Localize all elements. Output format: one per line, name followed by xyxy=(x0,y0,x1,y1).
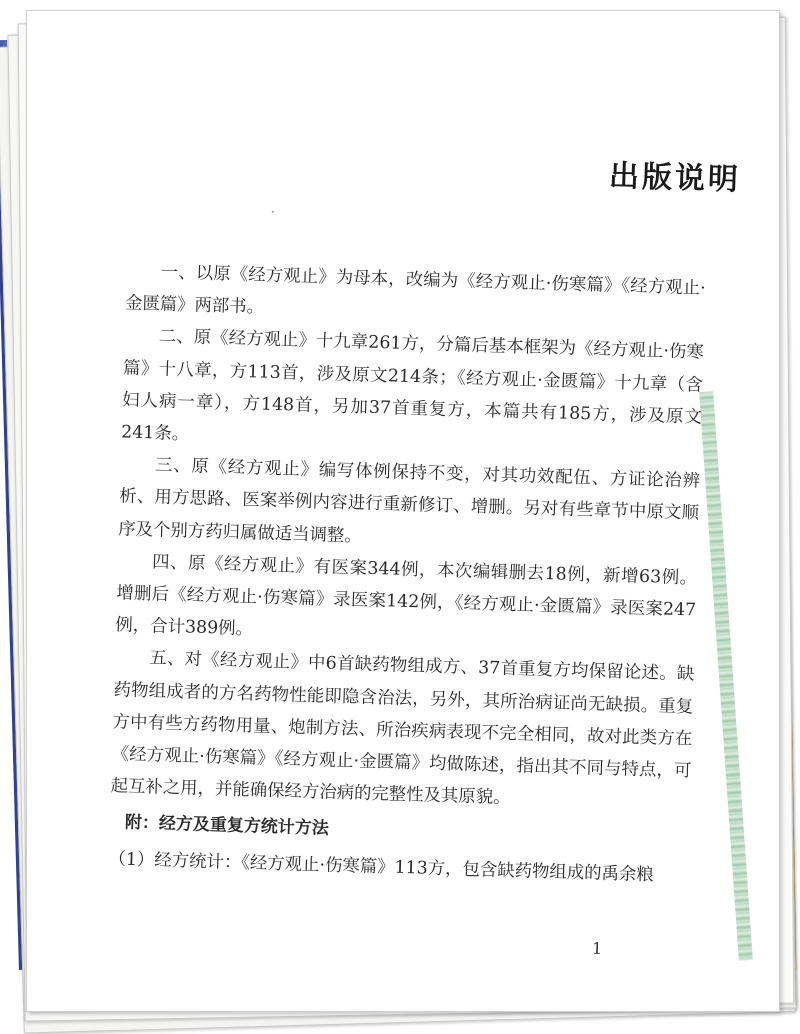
paragraph-4: 四、原《经方观止》有医案344例，本次编辑删去18例，新增63例。增删后《经方观止·伤寒篇》录医案142例，《经方观止·金匮篇》录医案247例，合计389例。 xyxy=(115,552,698,640)
paper-speck xyxy=(272,211,274,213)
appendix-item: （1）经方统计：《经方观止·伤寒篇》113方，包含缺药物组成的禹余粮 xyxy=(108,848,654,886)
page-number: 1 xyxy=(591,938,603,958)
paragraph-1: 一、以原《经方观止》为母本，改编为《经方观止·伤寒篇》《经方观止·金匮篇》两部书。 xyxy=(124,262,706,318)
paragraph-2: 二、原《经方观止》十九章261方，分篇后基本框架为《经方观止·伤寒篇》十八章，方113首，涉及原文214条；《经方观止·金匮篇》十九章（含妇人病一章），方148首，另加37首重复方，本篇共有185方，涉及原文241条。 xyxy=(120,326,705,445)
paragraph-3: 三、原《经方观止》编写体例保持不变，对其功效配伍、方证论治辨析、用方思路、医案举例内容进行重新修订、增删。另对有些章节中原文顺序及个别方药归属做适当调整。 xyxy=(118,455,701,547)
document-page xyxy=(26,10,780,1012)
appendix-heading: 附：经方及重复方统计方法 xyxy=(124,813,330,840)
body-text xyxy=(108,255,706,892)
page-title: 出版说明 xyxy=(608,158,742,198)
page-content xyxy=(26,10,780,1012)
paragraph-5: 五、对《经方观止》中6首缺药物组成方、37首重复方均保留论述。缺药物组成者的方名药物性能即隐含治法，另外，其所治病证尚无缺损。重复方中有些方药物用量、炮制方法、所治疾病表现不完全相同，故对此类方在《经方观止·伤寒篇》《经方观止·金匮篇》均做陈述，指出其不同与特点，可起互补之用，并能确保经方治病的完整性及其原貌。 xyxy=(110,648,695,809)
